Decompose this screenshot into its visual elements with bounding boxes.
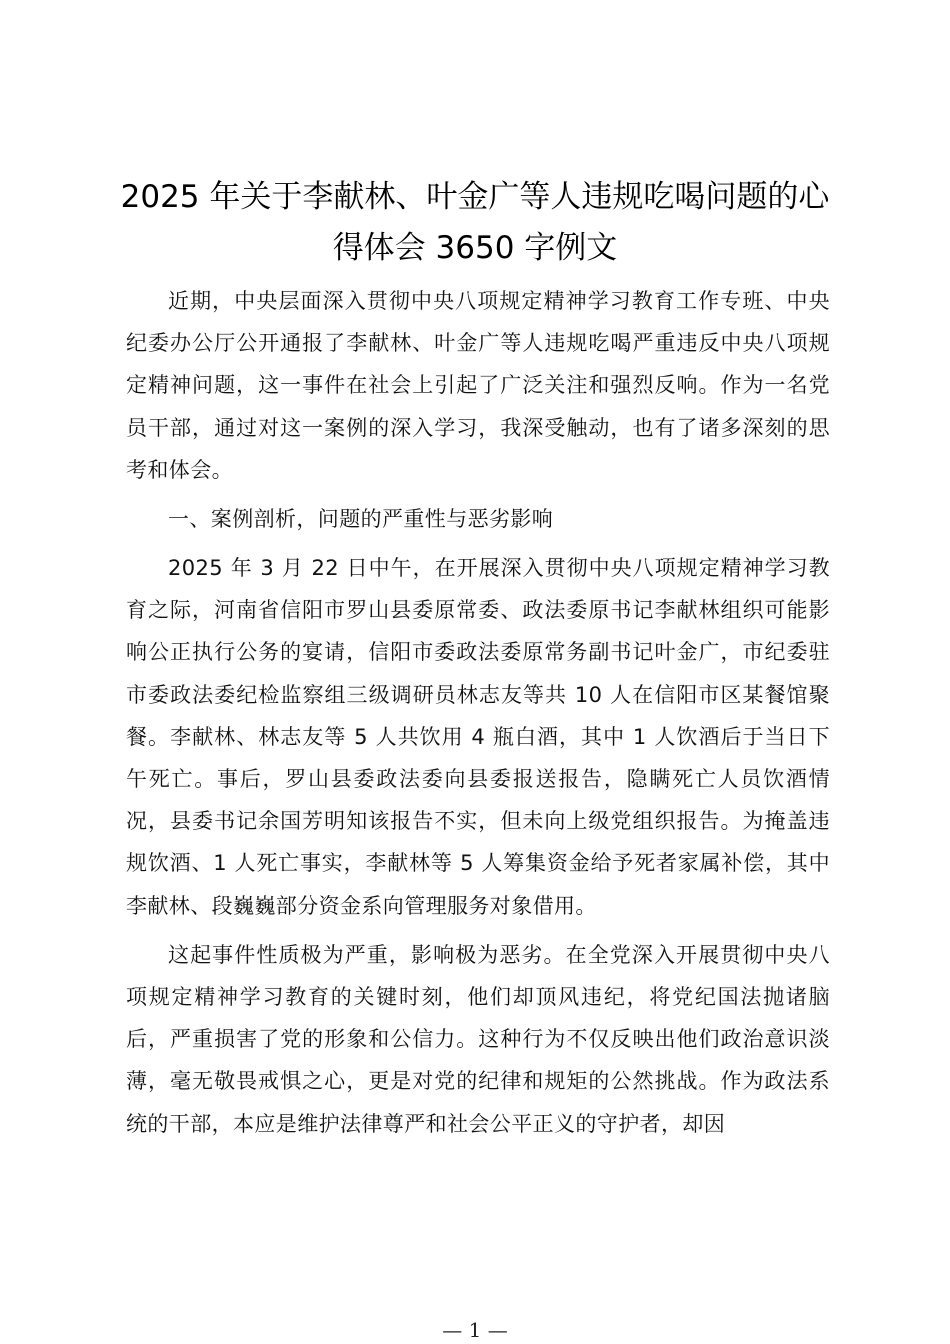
paragraph-severity: 这起事件性质极为严重，影响极为恶劣。在全党深入开展贯彻中央八项规定精神学习教育的关键时刻，他们却顶风违纪，将党纪国法抛诸脑后，严重损害了党的形象和公信力。这种行为不仅反映出他们政治意识淡薄，毫无敬畏戒惧之心，更是对党的纪律和规矩的公然挑战。作为政法系统的干部，本应是维护法律尊严和社会公平正义的守护者，却因 xyxy=(126,942,830,1136)
page-number: — 1 — xyxy=(442,1318,508,1342)
paragraph-intro: 近期，中央层面深入贯彻中央八项规定精神学习教育工作专班、中央纪委办公厅公开通报了李献林、叶金广等人违规吃喝严重违反中央八项规定精神问题，这一事件在社会上引起了广泛关注和强烈反响。作为一名党员干部，通过对这一案例的深入学习，我深受触动，也有了诸多深刻的思考和体会。 xyxy=(126,289,830,482)
document-body xyxy=(126,280,830,1145)
document-title: 2025 年关于李献林、叶金广等人违规吃喝问题的心得体会 3650 字例文 xyxy=(120,179,830,266)
paragraph-case-details: 2025 年 3 月 22 日中午，在开展深入贯彻中央八项规定精神学习教育之际，河南省信阳市罗山县委原常委、政法委原书记李献林组织可能影响公正执行公务的宴请，信阳市委政法委原常务副书记叶金广，市纪委驻市委政法委纪检监察组三级调研员林志友等共 10 人在信阳市区某餐馆聚餐。李献林、林志友等 5 人共饮用 4 瓶白酒，其中 1 人饮酒后于当日下午死亡。事后，罗山县委政法委向县委报送报告，隐瞒死亡人员饮酒情况，县委书记余国芳明知该报告不实，但未向上级党组织报告。为掩盖违规饮酒、1 人死亡事实，李献林等 5 人筹集资金给予死者家属补偿，其中李献林、段巍巍部分资金系向管理服务对象借用。 xyxy=(126,556,830,918)
section-heading-1: 一、案例剖析，问题的严重性与恶劣影响 xyxy=(168,507,554,532)
